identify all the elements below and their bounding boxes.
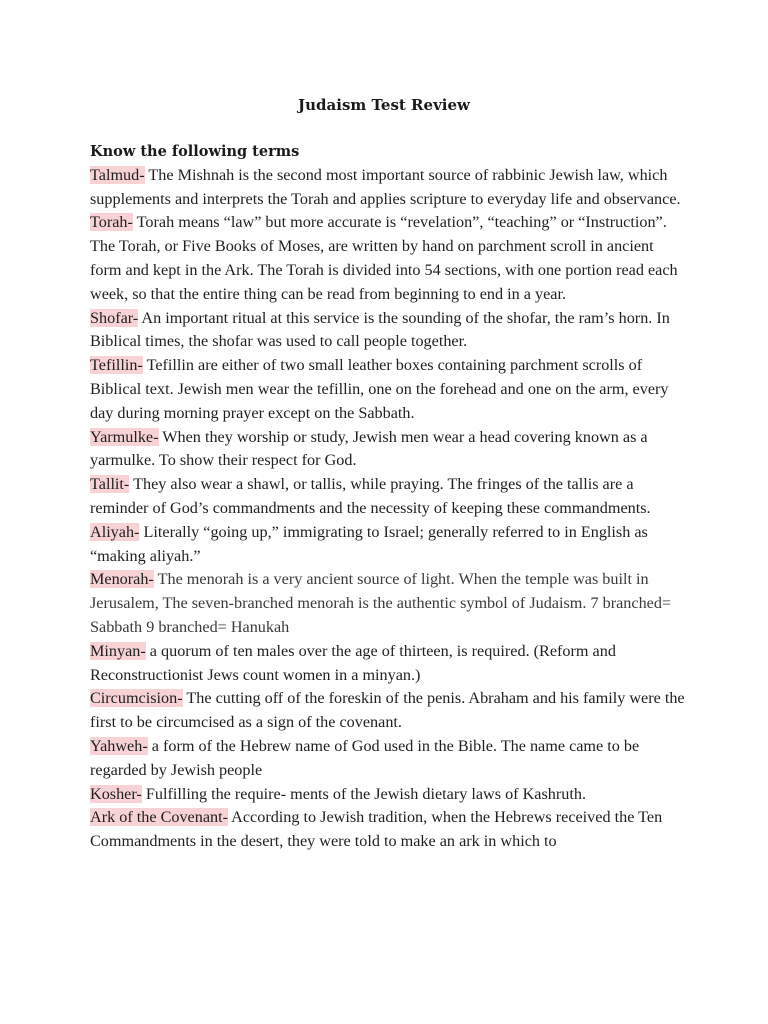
term-label: Menorah- [90, 570, 154, 589]
term-label: Talmud- [90, 165, 145, 184]
term-label: Tallit- [90, 475, 130, 494]
term-entry-tallit [90, 473, 686, 521]
term-label: Tefillin- [90, 356, 143, 375]
term-definition: a quorum of ten males over the age of thirteen, is required. (Reform and Reconstructionist Jews count women in a minyan.) [90, 641, 616, 684]
term-label: Ark of the Covenant- [90, 808, 229, 827]
term-entry-shofar [90, 307, 686, 355]
term-label: Yarmulke- [90, 427, 159, 446]
term-definition: Literally “going up,” immigrating to Israel; generally referred to in English as “making aliyah.” [90, 522, 648, 565]
term-label: Shofar- [90, 308, 139, 327]
term-definition: The cutting off of the foreskin of the penis. Abraham and his family were the first to be circumcised as a sign of the covenant. [90, 689, 685, 732]
term-label: Aliyah- [90, 522, 140, 541]
term-definition: The Mishnah is the second most important source of rabbinic Jewish law, which supplements and interprets the Torah and applies scripture to everyday life and observance. [90, 165, 681, 208]
term-definition: When they worship or study, Jewish men wear a head covering known as a yarmulke. To show their respect for God. [90, 427, 648, 470]
term-definition: According to Jewish tradition, when the Hebrews received the Ten Commandments in the desert, they were told to make an ark in which to [90, 808, 663, 851]
term-definition: An important ritual at this service is the sounding of the shofar, the ram’s horn. In Biblical times, the shofar was used to call people together. [90, 308, 670, 351]
document-title: Judaism Test Review [298, 96, 470, 114]
term-entry-circumcision [90, 687, 686, 735]
term-entry-torah [90, 211, 686, 306]
term-label: Kosher- [90, 784, 142, 803]
term-entry-talmud [90, 164, 686, 212]
term-entry-ark-of-the-covenant [90, 806, 686, 854]
term-label: Minyan- [90, 641, 146, 660]
term-definition: Tefillin are either of two small leather boxes containing parchment scrolls of Biblical text. Jewish men wear the tefillin, one on the forehead and one on the arm, every day during morning prayer except on the Sabbath. [90, 356, 669, 422]
term-entry-menorah [90, 568, 686, 639]
term-label: Yahweh- [90, 736, 148, 755]
term-definition: The menorah is a very ancient source of light. When the temple was built in Jerusalem, The seven-branched menorah is the authentic symbol of Judaism. 7 branched= Sabbath 9 branched= Hanukah [90, 570, 672, 636]
term-entry-aliyah [90, 521, 686, 569]
term-definition: Torah means “law” but more accurate is “revelation”, “teaching” or “Instruction”. The Torah, or Five Books of Moses, are written by hand on parchment scroll in ancient form and kept in the Ark. The Torah is divided into 54 sections, with one portion read each week, so that the entire thing can be read from beginning to end in a year. [90, 213, 678, 303]
term-label: Circumcision- [90, 689, 183, 708]
term-entry-minyan [90, 640, 686, 688]
term-definition: Fulfilling the require- ments of the Jewish dietary laws of Kashruth. [141, 784, 586, 803]
section-subheading: Know the following terms [90, 143, 300, 160]
term-entry-yahweh [90, 735, 686, 783]
term-definition: They also wear a shawl, or tallis, while praying. The fringes of the tallis are a reminder of God’s commandments and the necessity of keeping these commandments. [90, 475, 651, 517]
term-label: Torah- [90, 213, 133, 232]
term-definition: a form of the Hebrew name of God used in the Bible. The name came to be regarded by Jewish people [90, 736, 640, 779]
term-entry-kosher [90, 783, 686, 807]
document-body [90, 140, 686, 854]
term-entry-yarmulke [90, 426, 686, 474]
term-entry-tefillin [90, 354, 686, 425]
